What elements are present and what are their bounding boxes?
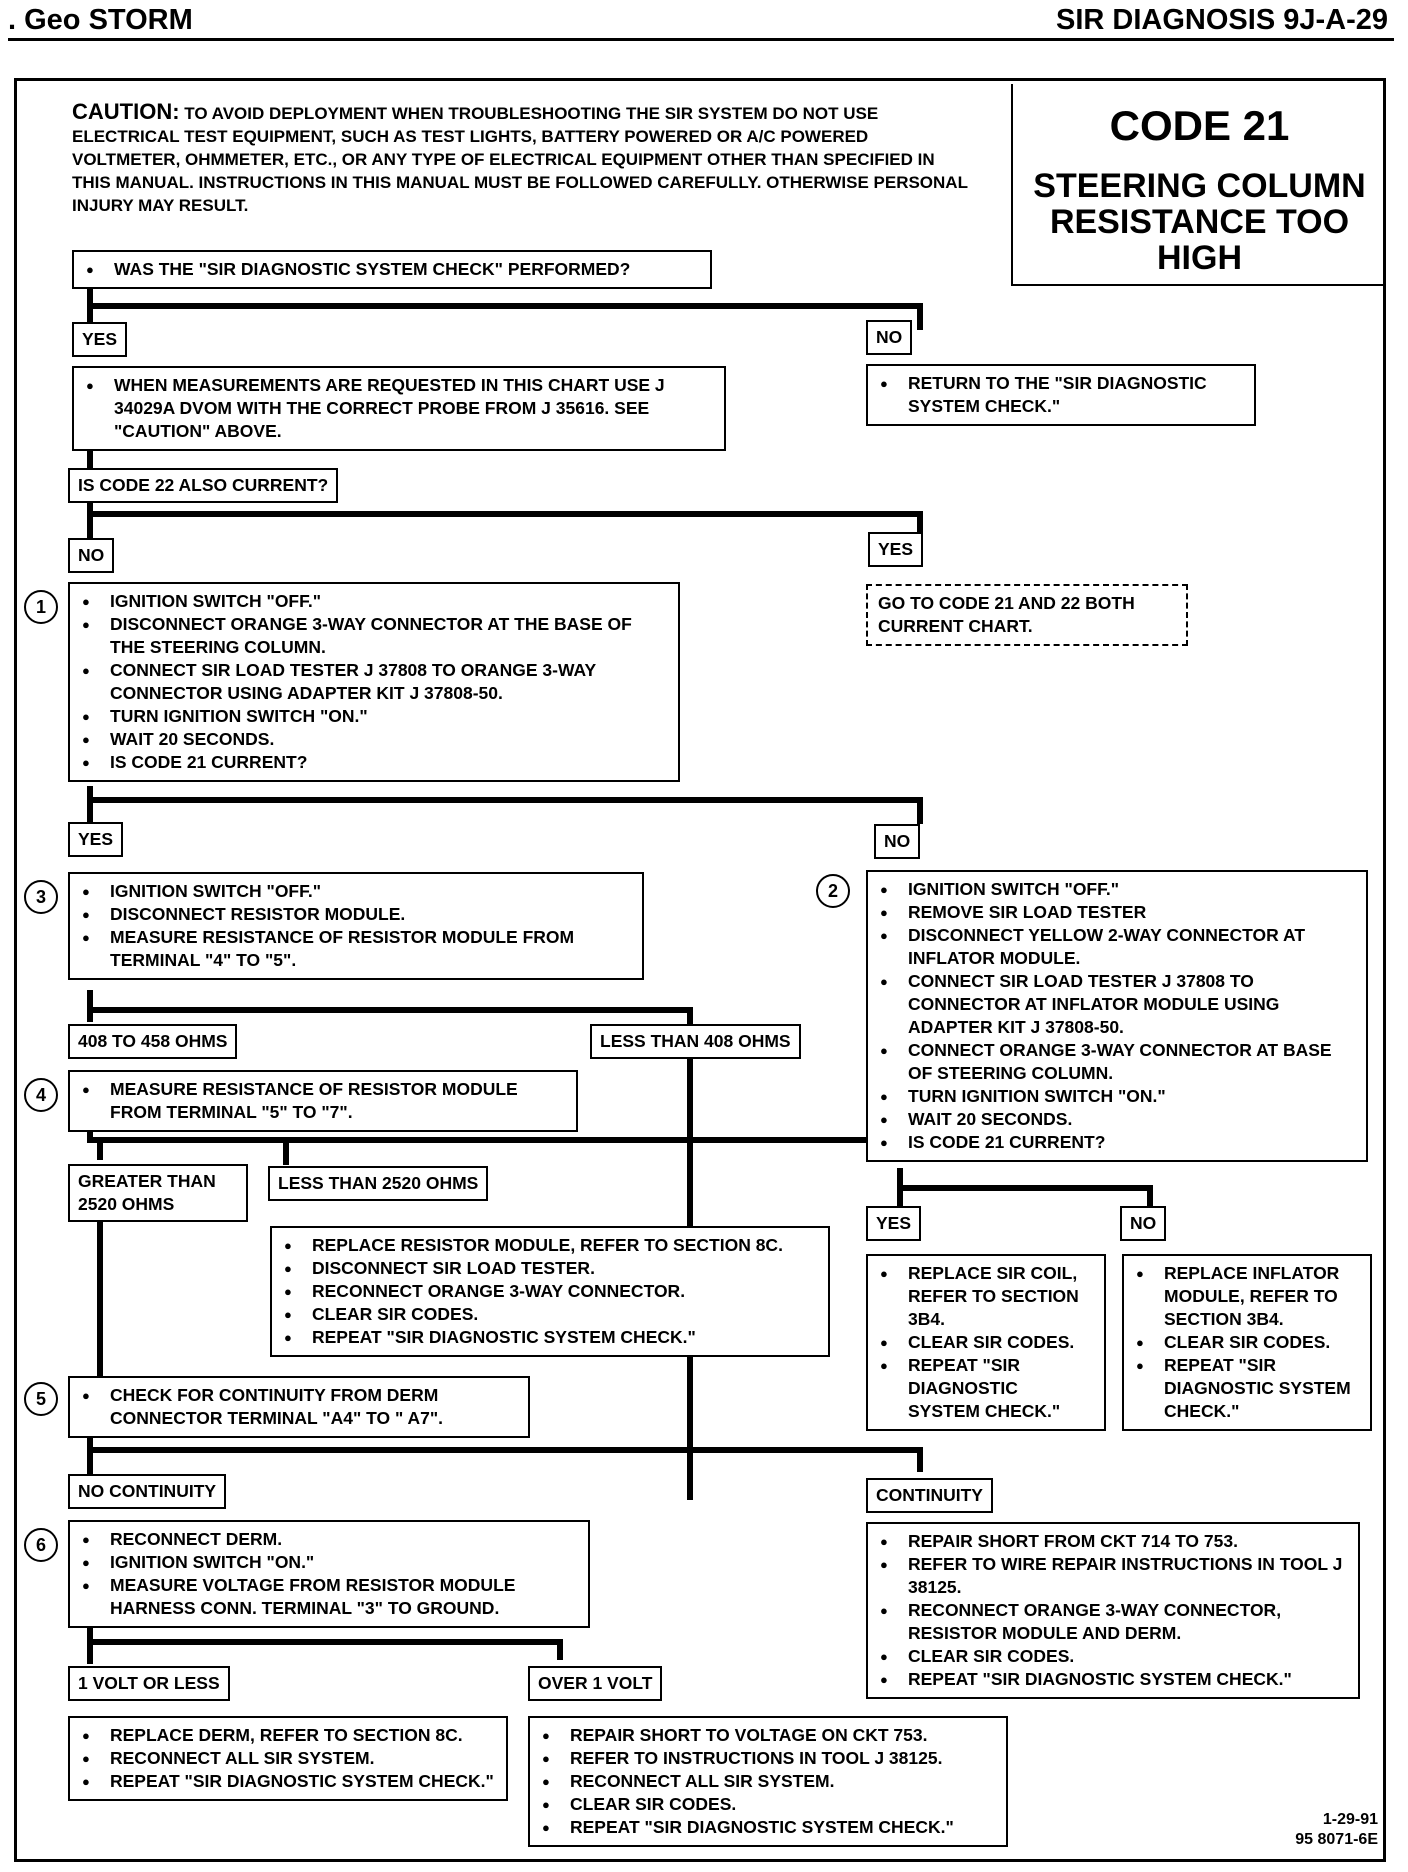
caution-note [72, 100, 972, 217]
header-right: SIR DIAGNOSIS 9J-A-29 [1056, 4, 1388, 36]
label-yes-1: YES [72, 322, 127, 357]
return-check-box [866, 364, 1256, 426]
step-marker-6: 6 [24, 1528, 58, 1562]
step1-item: ● TURN IGNITION SWITCH "ON." [80, 705, 668, 728]
repair-714-item: ● REFER TO WIRE REPAIR INSTRUCTIONS IN TOOL J 38125. [878, 1553, 1348, 1599]
footer-ref: 95 8071-6E [1295, 1831, 1378, 1848]
label-greater-2520-ohms: GREATER THAN 2520 OHMS [68, 1164, 248, 1222]
label-1-volt-or-less: 1 VOLT OR LESS [68, 1666, 230, 1701]
step-marker-5: 5 [24, 1382, 58, 1416]
caution-title: CAUTION: [72, 99, 180, 124]
repair-753-box [528, 1716, 1008, 1847]
label-408-458-ohms: 408 TO 458 OHMS [68, 1024, 237, 1059]
replace-inflator-box [1122, 1254, 1372, 1431]
step3-item: ● DISCONNECT RESISTOR MODULE. [80, 903, 632, 926]
replace-coil-item: ● CLEAR SIR CODES. [878, 1331, 1094, 1354]
step2-item: ● IGNITION SWITCH "OFF." [878, 878, 1356, 901]
step2-box [866, 870, 1368, 1162]
replace-coil-item: ● REPEAT "SIR DIAGNOSTIC SYSTEM CHECK." [878, 1354, 1094, 1423]
repair-714-box [866, 1522, 1360, 1699]
repair-753-item: ● RECONNECT ALL SIR SYSTEM. [540, 1770, 996, 1793]
repair-714-item: ● REPEAT "SIR DIAGNOSTIC SYSTEM CHECK." [878, 1668, 1348, 1691]
footer-date: 1-29-91 [1322, 1811, 1378, 1828]
step6-item: ● RECONNECT DERM. [80, 1528, 578, 1551]
step3-item: ● IGNITION SWITCH "OFF." [80, 880, 632, 903]
step5-box [68, 1376, 530, 1438]
replace-derm-box [68, 1716, 508, 1801]
label-no-3: NO [874, 824, 920, 859]
repair-714-item: ● CLEAR SIR CODES. [878, 1645, 1348, 1668]
replace-inflator-item: ● CLEAR SIR CODES. [1134, 1331, 1360, 1354]
repair-714-item: ● RECONNECT ORANGE 3-WAY CONNECTOR, RESISTOR MODULE AND DERM. [878, 1599, 1348, 1645]
code-number: CODE 21 [1109, 102, 1290, 149]
label-no-continuity: NO CONTINUITY [68, 1474, 226, 1509]
replace-coil-item: ● REPLACE SIR COIL, REFER TO SECTION 3B4. [878, 1262, 1094, 1331]
replace-inflator-item: ● REPLACE INFLATOR MODULE, REFER TO SECTION 3B4. [1134, 1262, 1360, 1331]
step6-item: ● IGNITION SWITCH "ON." [80, 1551, 578, 1574]
replace-resistor-item: ● CLEAR SIR CODES. [282, 1303, 818, 1326]
check-performed-question [72, 250, 712, 289]
step2-item: ● CONNECT ORANGE 3-WAY CONNECTOR AT BASE OF STEERING COLUMN. [878, 1039, 1356, 1085]
label-no-1: NO [866, 320, 912, 355]
label-less-408-ohms: LESS THAN 408 OHMS [590, 1024, 801, 1059]
label-yes-3: YES [68, 822, 123, 857]
return-check-text: ● RETURN TO THE "SIR DIAGNOSTIC SYSTEM CHECK." [878, 372, 1244, 418]
repair-753-item: ● REPEAT "SIR DIAGNOSTIC SYSTEM CHECK." [540, 1816, 996, 1839]
step5-text: ● CHECK FOR CONTINUITY FROM DERM CONNECTOR TERMINAL "A4" TO " A7". [80, 1384, 518, 1430]
step2-item: ● WAIT 20 SECONDS. [878, 1108, 1356, 1131]
replace-resistor-item: ● REPEAT "SIR DIAGNOSTIC SYSTEM CHECK." [282, 1326, 818, 1349]
label-yes-2: YES [868, 532, 923, 567]
step3-box [68, 872, 644, 980]
code22-question-box: IS CODE 22 ALSO CURRENT? [68, 468, 338, 503]
code-header-box [1011, 84, 1386, 286]
code-title: STEERING COLUMN RESISTANCE TOO HIGH [1033, 167, 1366, 277]
replace-resistor-box [270, 1226, 830, 1357]
step-marker-1: 1 [24, 590, 58, 624]
step2-item: ● DISCONNECT YELLOW 2-WAY CONNECTOR AT INFLATOR MODULE. [878, 924, 1356, 970]
replace-inflator-item: ● REPEAT "SIR DIAGNOSTIC SYSTEM CHECK." [1134, 1354, 1360, 1423]
step6-item: ● MEASURE VOLTAGE FROM RESISTOR MODULE HARNESS CONN. TERMINAL "3" TO GROUND. [80, 1574, 578, 1620]
header-left: . Geo STORM [8, 4, 193, 36]
step2-item: ● TURN IGNITION SWITCH "ON." [878, 1085, 1356, 1108]
caution-text: TO AVOID DEPLOYMENT WHEN TROUBLESHOOTING THE SIR SYSTEM DO NOT USE ELECTRICAL TEST EQUIPMENT, SUCH AS TEST LIGHTS, BATTERY POWERED OR A/C POWERED VOLTMETER, OHMMETER, ETC., OR ANY TYPE OF ELECTRICAL EQUIPMENT OTHER THAN SPECIFIED IN THIS MANUAL. INSTRUCTIONS IN THIS MANUAL MUST BE FOLLOWED CAREFULLY. OTHERWISE PERSONAL INJURY MAY RESULT. [72, 104, 968, 215]
measure-note-box [72, 366, 726, 451]
label-less-2520-ohms: LESS THAN 2520 OHMS [268, 1166, 488, 1201]
question-check-text: ● WAS THE "SIR DIAGNOSTIC SYSTEM CHECK" PERFORMED? [84, 258, 700, 281]
label-no-4: NO [1120, 1206, 1166, 1241]
step4-text: ● MEASURE RESISTANCE OF RESISTOR MODULE FROM TERMINAL "5" TO "7". [80, 1078, 566, 1124]
label-no-2: NO [68, 538, 114, 573]
step2-item: ● REMOVE SIR LOAD TESTER [878, 901, 1356, 924]
step2-item: ● CONNECT SIR LOAD TESTER J 37808 TO CONNECTOR AT INFLATOR MODULE USING ADAPTER KIT J 37808-50. [878, 970, 1356, 1039]
replace-resistor-item: ● RECONNECT ORANGE 3-WAY CONNECTOR. [282, 1280, 818, 1303]
repair-753-item: ● CLEAR SIR CODES. [540, 1793, 996, 1816]
replace-resistor-item: ● DISCONNECT SIR LOAD TESTER. [282, 1257, 818, 1280]
label-continuity: CONTINUITY [866, 1478, 993, 1513]
step1-item: ● CONNECT SIR LOAD TESTER J 37808 TO ORANGE 3-WAY CONNECTOR USING ADAPTER KIT J 37808-50. [80, 659, 668, 705]
figure-footer [1295, 1810, 1378, 1850]
label-yes-4: YES [866, 1206, 921, 1241]
step1-box [68, 582, 680, 782]
replace-resistor-item: ● REPLACE RESISTOR MODULE, REFER TO SECTION 8C. [282, 1234, 818, 1257]
step2-item: ● IS CODE 21 CURRENT? [878, 1131, 1356, 1154]
step1-item: ● DISCONNECT ORANGE 3-WAY CONNECTOR AT THE BASE OF THE STEERING COLUMN. [80, 613, 668, 659]
replace-derm-item: ● RECONNECT ALL SIR SYSTEM. [80, 1747, 496, 1770]
label-over-1-volt: OVER 1 VOLT [528, 1666, 662, 1701]
step-marker-3: 3 [24, 880, 58, 914]
step-marker-2: 2 [816, 874, 850, 908]
replace-derm-item: ● REPEAT "SIR DIAGNOSTIC SYSTEM CHECK." [80, 1770, 496, 1793]
step1-item: ● IGNITION SWITCH "OFF." [80, 590, 668, 613]
repair-753-item: ● REPAIR SHORT TO VOLTAGE ON CKT 753. [540, 1724, 996, 1747]
step6-box [68, 1520, 590, 1628]
step1-item: ● IS CODE 21 CURRENT? [80, 751, 668, 774]
replace-derm-item: ● REPLACE DERM, REFER TO SECTION 8C. [80, 1724, 496, 1747]
measure-note-text: ● WHEN MEASUREMENTS ARE REQUESTED IN THIS CHART USE J 34029A DVOM WITH THE CORRECT PROBE FROM J 35616. SEE "CAUTION" ABOVE. [84, 374, 714, 443]
replace-coil-box [866, 1254, 1106, 1431]
step4-box [68, 1070, 578, 1132]
step-marker-4: 4 [24, 1078, 58, 1112]
repair-714-item: ● REPAIR SHORT FROM CKT 714 TO 753. [878, 1530, 1348, 1553]
goto-code22-box: GO TO CODE 21 AND 22 BOTH CURRENT CHART. [866, 584, 1188, 646]
repair-753-item: ● REFER TO INSTRUCTIONS IN TOOL J 38125. [540, 1747, 996, 1770]
step1-item: ● WAIT 20 SECONDS. [80, 728, 668, 751]
step3-item: ● MEASURE RESISTANCE OF RESISTOR MODULE FROM TERMINAL "4" TO "5". [80, 926, 632, 972]
